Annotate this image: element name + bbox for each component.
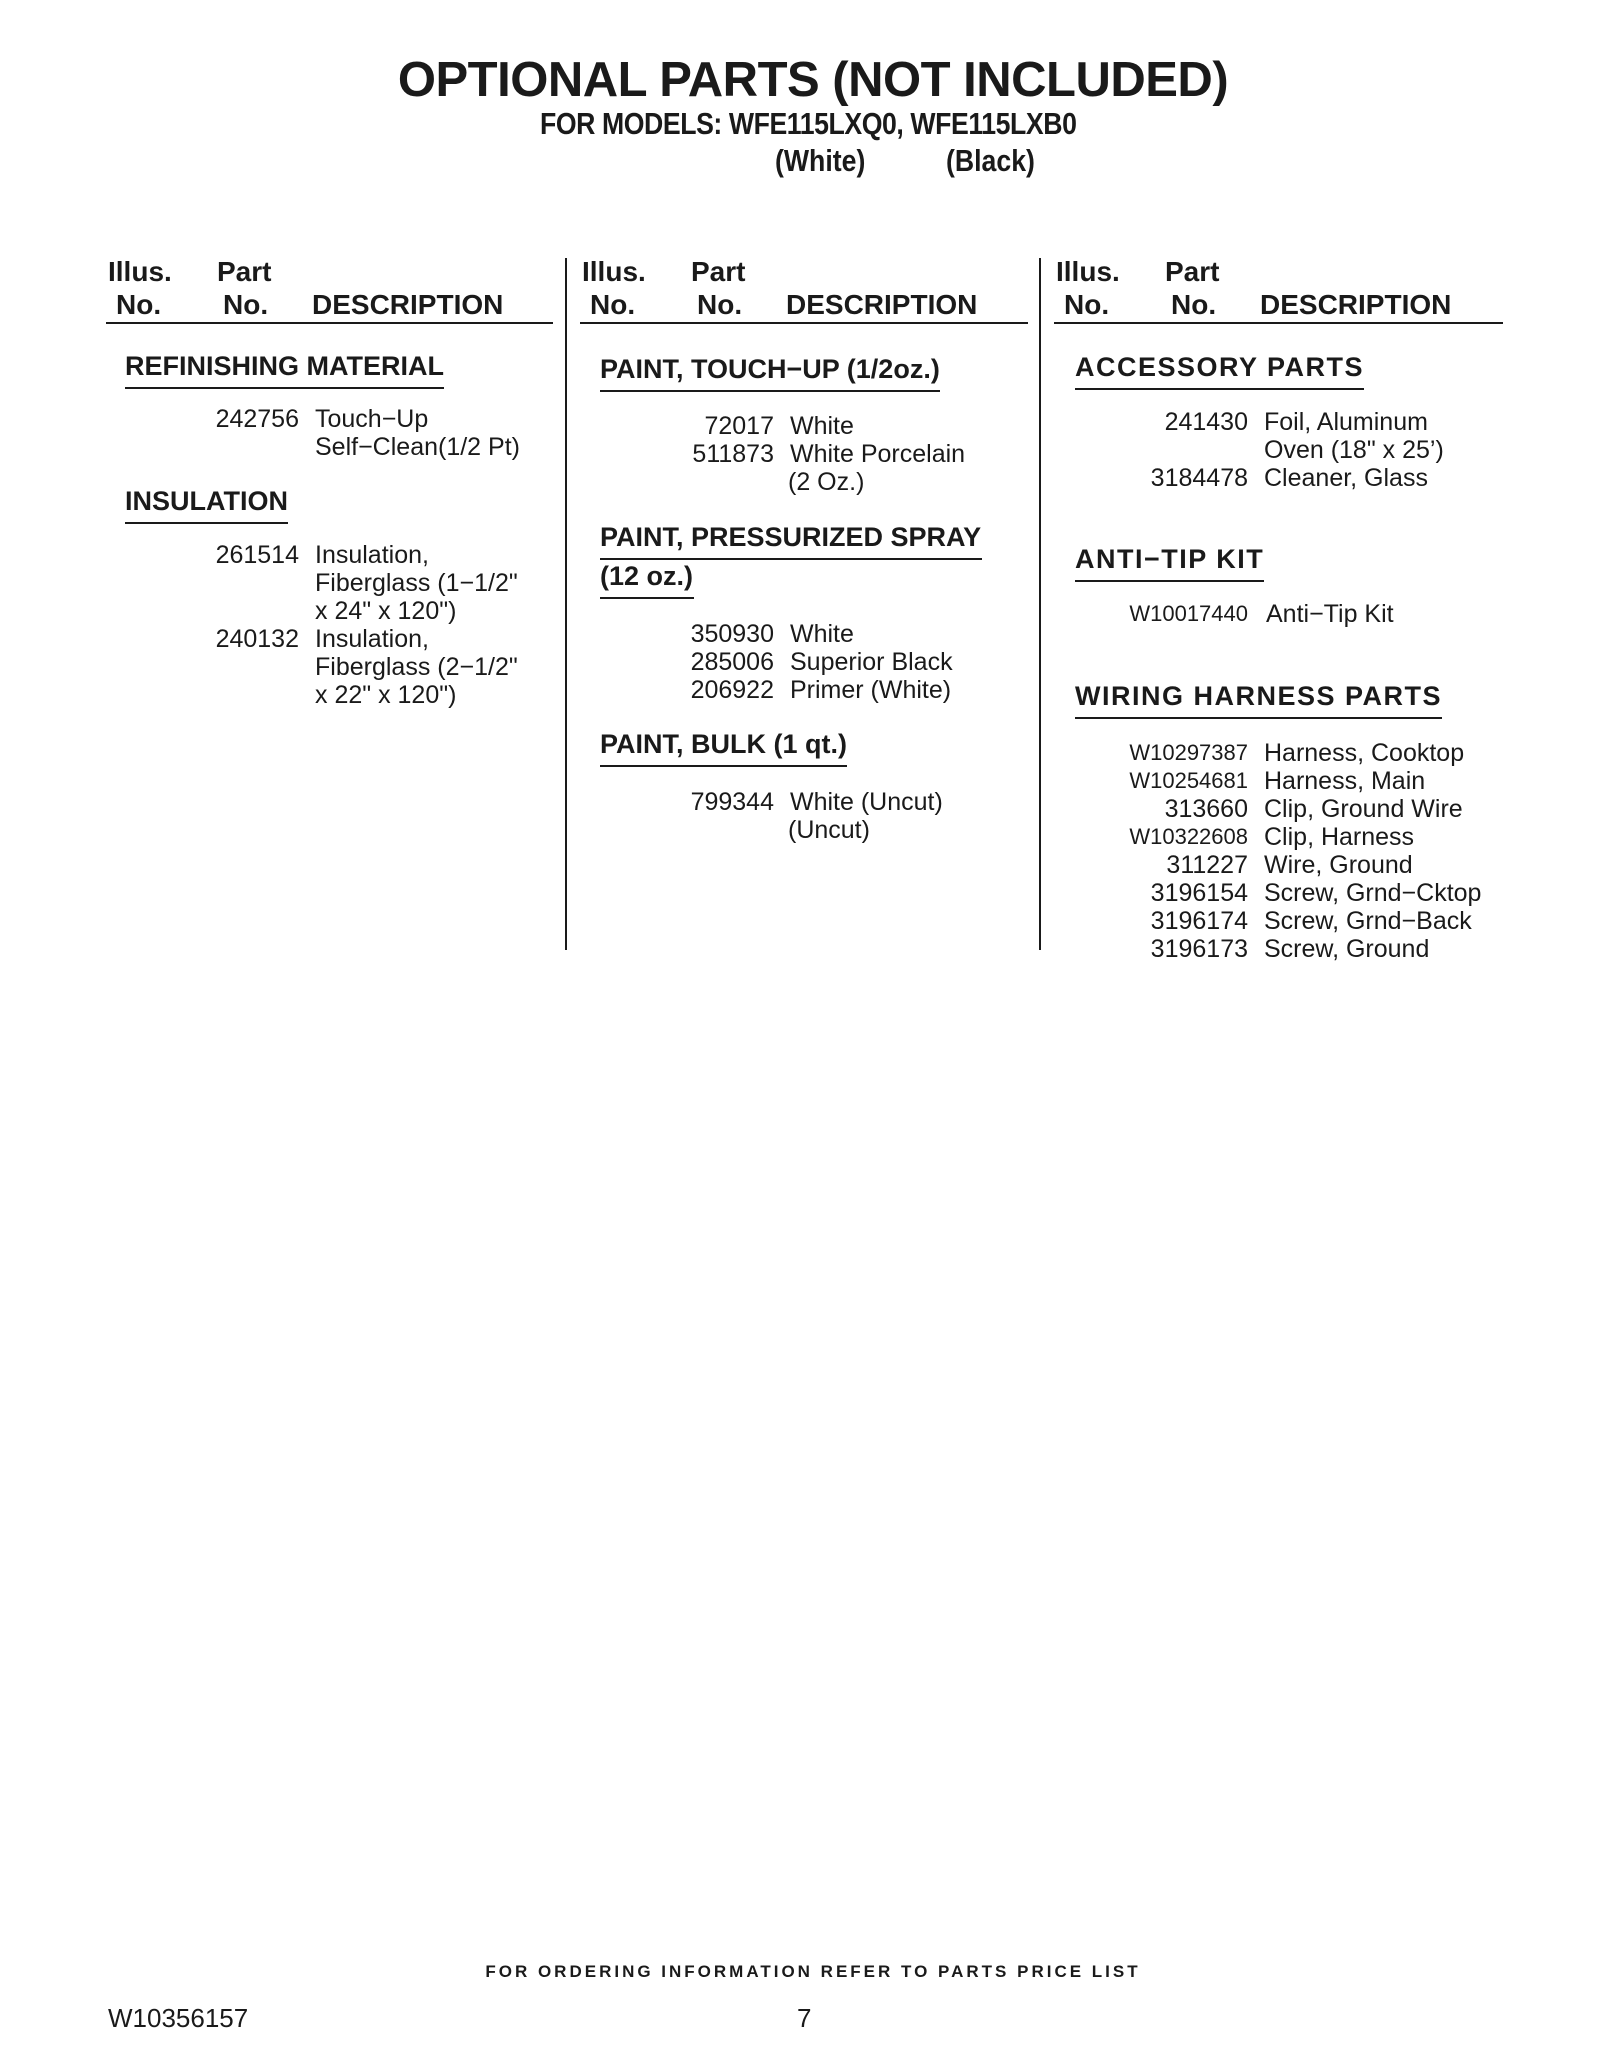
column-divider: [565, 258, 567, 950]
header-illus-no: No.: [1064, 289, 1110, 320]
color-label-white: (White): [775, 143, 866, 178]
part-number: 511873: [692, 440, 774, 468]
header-illus: Illus.: [582, 256, 646, 287]
part-description: Touch−Up: [315, 405, 429, 433]
header-description: DESCRIPTION: [1260, 289, 1452, 320]
part-description: Screw, Grnd−Back: [1264, 907, 1472, 935]
part-description: Clip, Ground Wire: [1264, 795, 1463, 823]
header-part-no: No.: [697, 289, 743, 320]
part-description: Fiberglass (2−1/2": [315, 653, 518, 681]
part-number: W10297387: [1129, 740, 1248, 765]
header-description: DESCRIPTION: [786, 289, 978, 320]
part-description: Screw, Ground: [1264, 935, 1430, 963]
part-description: x 24" x 120"): [315, 597, 457, 625]
part-number: 242756: [215, 405, 299, 433]
part-description: Wire, Ground: [1264, 851, 1413, 879]
section-title: PAINT, PRESSURIZED SPRAY: [600, 518, 982, 560]
part-description: Fiberglass (1−1/2": [315, 569, 518, 597]
part-number: 241430: [1164, 408, 1248, 436]
part-number: 3196173: [1150, 935, 1248, 963]
column-divider: [1039, 258, 1041, 950]
part-description: (2 Oz.): [788, 468, 865, 496]
part-description: White Porcelain: [790, 440, 966, 468]
header-part: Part: [217, 256, 272, 287]
header-part-no: No.: [223, 289, 269, 320]
header-rule: [1054, 322, 1503, 324]
part-description: White: [790, 620, 854, 648]
header-illus-no: No.: [116, 289, 162, 320]
header-illus: Illus.: [1056, 256, 1120, 287]
part-number: 72017: [704, 412, 774, 440]
section-title: PAINT, BULK (1 qt.): [600, 725, 847, 767]
part-number: 206922: [690, 676, 774, 704]
part-description: Clip, Harness: [1264, 823, 1415, 851]
part-number: 3184478: [1150, 464, 1248, 492]
header-illus: Illus.: [108, 256, 172, 287]
section-title: REFINISHING MATERIAL: [125, 347, 444, 389]
part-description: (Uncut): [788, 816, 870, 844]
section-title: WIRING HARNESS PARTS: [1075, 677, 1442, 719]
section-title: ACCESSORY PARTS: [1075, 348, 1364, 390]
part-number: 3196174: [1150, 907, 1248, 935]
part-description: Self−Clean(1/2 Pt): [315, 433, 520, 461]
models-subtitle: FOR MODELS: WFE115LXQ0, WFE115LXB0: [540, 106, 1077, 141]
part-description: Anti−Tip Kit: [1266, 600, 1394, 628]
page-number: 7: [797, 2003, 812, 2033]
section-title: PAINT, TOUCH−UP (1/2oz.): [600, 350, 940, 392]
part-description: Harness, Cooktop: [1264, 739, 1465, 767]
part-description: Insulation,: [315, 541, 429, 569]
part-description: Oven (18" x 25’): [1264, 436, 1444, 464]
part-number: W10254681: [1129, 768, 1248, 793]
header-description: DESCRIPTION: [312, 289, 504, 320]
document-number: W10356157: [108, 2003, 249, 2033]
part-number: 799344: [690, 788, 774, 816]
part-number: 285006: [690, 648, 774, 676]
header-part: Part: [1165, 256, 1220, 287]
part-number: 313660: [1164, 795, 1248, 823]
part-number: 261514: [215, 541, 299, 569]
part-description: Cleaner, Glass: [1264, 464, 1428, 492]
part-description: Screw, Grnd−Cktop: [1264, 879, 1482, 907]
part-number: 3196154: [1150, 879, 1248, 907]
part-number: W10017440: [1129, 601, 1248, 626]
page-title: OPTIONAL PARTS (NOT INCLUDED): [397, 53, 1229, 107]
header-part: Part: [691, 256, 746, 287]
header-rule: [580, 322, 1028, 324]
part-number: 311227: [1166, 851, 1248, 879]
part-description: Superior Black: [790, 648, 953, 676]
part-number: 350930: [690, 620, 774, 648]
part-description: White: [790, 412, 854, 440]
header-part-no: No.: [1171, 289, 1217, 320]
section-title: ANTI−TIP KIT: [1075, 540, 1264, 582]
part-description: White (Uncut): [790, 788, 943, 816]
section-title: INSULATION: [125, 482, 288, 524]
part-number: 240132: [215, 625, 299, 653]
color-label-black: (Black): [946, 143, 1035, 178]
section-title-continued: (12 oz.): [600, 557, 694, 599]
header-illus-no: No.: [590, 289, 636, 320]
part-description: Primer (White): [790, 676, 952, 704]
part-description: x 22" x 120"): [315, 681, 457, 709]
ordering-note: FOR ORDERING INFORMATION REFER TO PARTS PRICE LIST: [485, 1962, 1141, 1981]
header-rule: [106, 322, 553, 324]
part-description: Harness, Main: [1264, 767, 1426, 795]
part-description: Foil, Aluminum: [1264, 408, 1428, 436]
part-description: Insulation,: [315, 625, 429, 653]
part-number: W10322608: [1129, 824, 1248, 849]
